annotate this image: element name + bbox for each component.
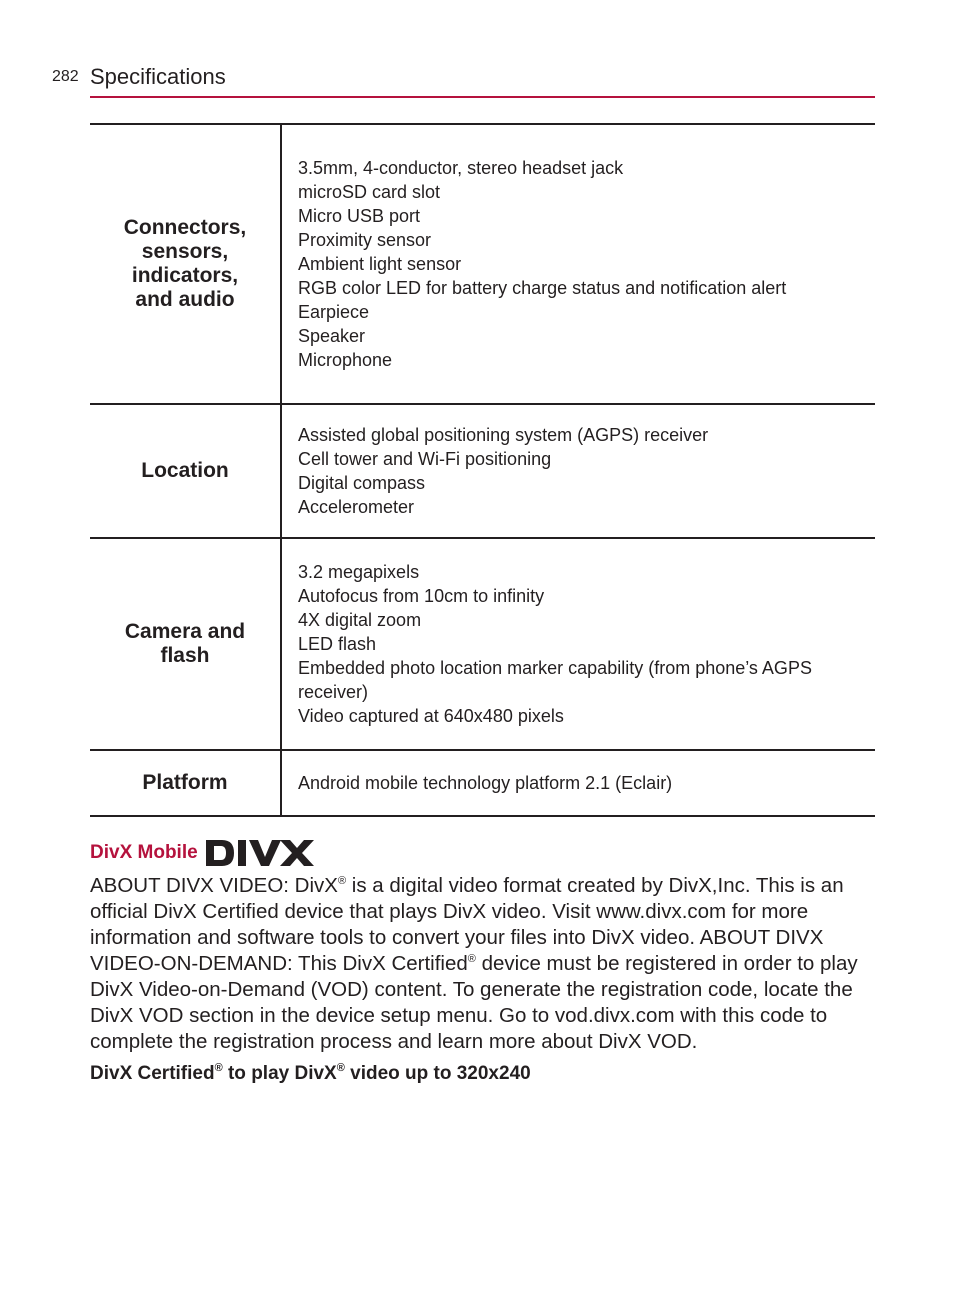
spec-value-item: Assisted global positioning system (AGPS) receiver: [298, 425, 709, 445]
spec-row-values: [281, 124, 875, 404]
divx-description: [90, 873, 880, 1055]
spec-value-item: Android mobile technology platform 2.1 (Eclair): [298, 773, 673, 793]
spec-row-label: [90, 404, 281, 538]
header-divider: [90, 96, 875, 98]
spec-label-line: and audio: [135, 288, 235, 311]
divx-heading: [90, 836, 316, 870]
spec-row: [90, 750, 875, 816]
divx-certified-note: DivX Certified® to play DivX® video up to 320x240: [90, 1062, 531, 1084]
spec-label-line: Connectors,: [123, 216, 247, 239]
spec-value-item: RGB color LED for battery charge status and notification alert: [298, 278, 787, 298]
spec-value-item: microSD card slot: [298, 182, 441, 202]
spec-value-item: Accelerometer: [298, 497, 415, 517]
spec-value-item: Proximity sensor: [298, 230, 432, 250]
spec-row-values: [281, 750, 875, 816]
spec-row: [90, 538, 875, 750]
spec-value-item: Ambient light sensor: [298, 254, 462, 274]
divx-logo-icon: [204, 838, 316, 868]
spec-row-label: [90, 750, 281, 816]
spec-value-item: 3.5mm, 4-conductor, stereo headset jack: [298, 158, 624, 178]
spec-value-item: Cell tower and Wi-Fi positioning: [298, 449, 552, 469]
divx-paragraph: ABOUT DIVX VIDEO: DivX® is a digital video format created by DivX,Inc. This is an official DivX Certified device that plays DivX video. Visit www.divx.com for more information and software tools to convert your files into DivX video. ABOUT DIVX VIDEO-ON-DEMAND: This DivX Certified® device must be registered in order to play DivX Video-on-Demand (VOD) content. To generate the registration code, locate the DivX VOD section in the device setup menu. Go to vod.divx.com with this code to complete the registration process and learn more about DivX VOD.: [90, 874, 858, 1053]
spec-row-values: [281, 538, 875, 750]
spec-value-item: Micro USB port: [298, 206, 421, 226]
spec-row-values: [281, 404, 875, 538]
spec-value-item: 3.2 megapixels: [298, 562, 420, 582]
section-title: Specifications: [90, 64, 226, 89]
spec-label-line: Location: [141, 459, 229, 482]
spec-value-item: Autofocus from 10cm to infinity: [298, 586, 545, 606]
spec-value-item: Digital compass: [298, 473, 426, 493]
spec-row-label: [90, 124, 281, 404]
spec-label-line: sensors,: [141, 240, 229, 263]
spec-value-item: Microphone: [298, 350, 393, 370]
spec-value-item: Speaker: [298, 326, 366, 346]
page-number: 282: [52, 68, 79, 85]
spec-row: [90, 124, 875, 404]
spec-value-item: 4X digital zoom: [298, 610, 422, 630]
spec-label-line: Camera and: [124, 620, 246, 643]
specifications-table: [90, 123, 875, 817]
spec-row-label: [90, 538, 281, 750]
spec-value-item: Video captured at 640x480 pixels: [298, 706, 564, 726]
spec-label-line: indicators,: [131, 264, 239, 287]
spec-value-item: Embedded photo location marker capability (from phone’s AGPS receiver): [298, 658, 812, 702]
spec-label-line: Platform: [142, 771, 228, 794]
spec-value-item: Earpiece: [298, 302, 370, 322]
divx-mobile-title: DivX Mobile: [90, 842, 198, 863]
spec-value-item: LED flash: [298, 634, 377, 654]
spec-label-line: flash: [160, 644, 210, 667]
page-header: [52, 64, 875, 98]
spec-row: [90, 404, 875, 538]
